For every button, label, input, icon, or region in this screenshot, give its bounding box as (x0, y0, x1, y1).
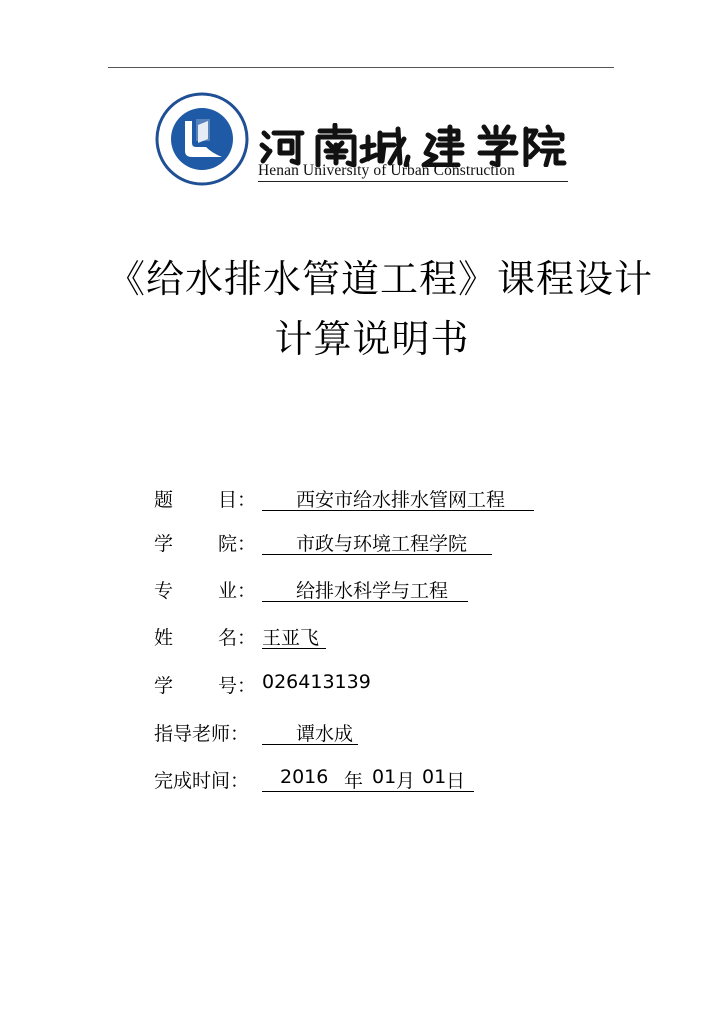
university-emblem-icon (152, 91, 252, 187)
document-title-line-1: 《给水排水管道工程》课程设计 (106, 257, 653, 301)
info-row-advisor (154, 719, 614, 747)
date-month-unit: 月 (396, 770, 416, 792)
info-label-date: 完成时间： (154, 770, 250, 792)
info-value-topic: 西安市给水排水管网工程 (262, 485, 534, 511)
university-calligraphy-logo (258, 123, 568, 167)
info-value-student-id: 026413139 (262, 671, 371, 693)
date-month: 01 (372, 766, 397, 788)
info-value-advisor: 谭水成 (262, 719, 358, 745)
header-rule (108, 67, 614, 68)
date-year-unit: 年 (344, 770, 364, 792)
info-row-student-id: 学 号： 026413139 (154, 671, 371, 697)
date-day-unit: 日 (446, 770, 466, 792)
info-row-major: 专 业： 给排水科学与工程 (154, 576, 614, 604)
university-english-name: Henan University of Urban Construction (258, 162, 515, 179)
date-day: 01 (422, 766, 447, 788)
document-title-line-2: 计算说明书 (274, 317, 470, 361)
logo-underline (258, 181, 568, 182)
date-year: 2016 (280, 766, 329, 788)
info-row-topic: 题 目： 西安市给水排水管网工程 (154, 485, 614, 513)
info-row-date (154, 766, 614, 794)
info-value-college: 市政与环境工程学院 (262, 529, 492, 555)
info-label-advisor: 指导老师： (154, 723, 250, 745)
info-row-name: 姓 名： 王亚飞 (154, 623, 614, 651)
info-row-college: 学 院： 市政与环境工程学院 (154, 529, 614, 557)
info-value-major: 给排水科学与工程 (262, 576, 468, 602)
info-value-name: 王亚飞 (262, 623, 326, 649)
info-value-date (262, 766, 474, 792)
